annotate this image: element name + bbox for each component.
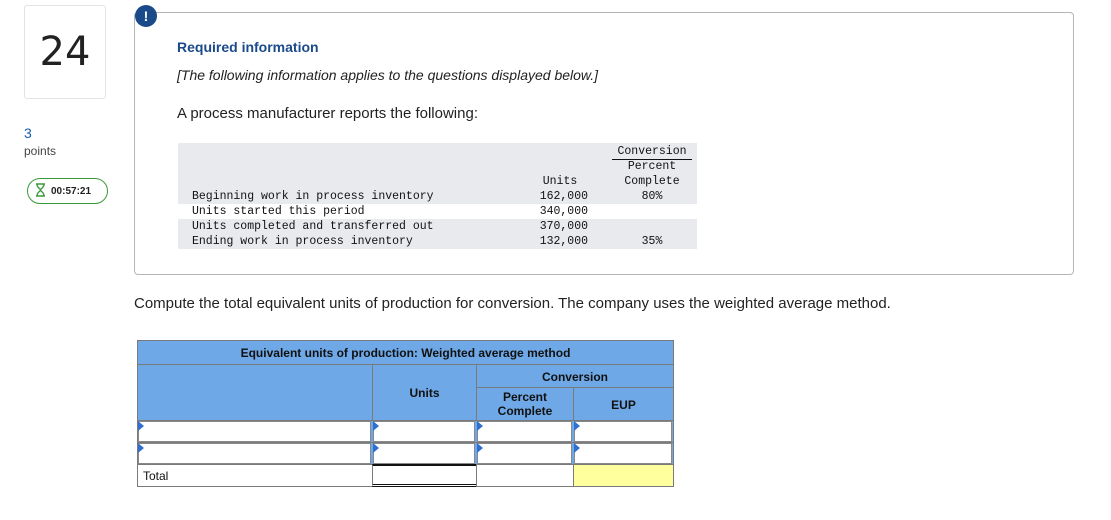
hourglass-icon [35, 183, 46, 200]
points-label: points [24, 144, 57, 158]
timer-value: 00:57:21 [51, 185, 92, 197]
eup-input[interactable] [574, 421, 672, 442]
answer-header-eup: EUP [611, 398, 636, 412]
total-label: Total [143, 469, 169, 483]
eup-input[interactable] [574, 443, 672, 464]
dropdown-marker-icon [477, 421, 483, 431]
header-units: Units [542, 175, 578, 188]
dropdown-marker-icon [477, 443, 483, 453]
alert-icon: ! [135, 5, 157, 27]
units-input[interactable] [373, 443, 475, 464]
header-blank-cell [137, 364, 373, 421]
dropdown-marker-icon [373, 443, 379, 453]
dropdown-marker-icon [574, 421, 580, 431]
header-complete: Complete [624, 175, 680, 188]
total-eup-input[interactable] [573, 464, 674, 487]
row-label: Beginning work in process inventory [192, 190, 434, 203]
dropdown-marker-icon [138, 421, 144, 431]
answer-header-units: Units [409, 386, 440, 400]
percent-input[interactable] [477, 443, 572, 464]
units-input[interactable] [373, 421, 475, 442]
dropdown-marker-icon [373, 421, 379, 431]
question-prompt: Compute the total equivalent units of production for conversion. The company uses the weighted average method. [134, 295, 891, 312]
row-label: Ending work in process inventory [192, 235, 413, 248]
required-info-note: [The following information applies to the questions displayed below.] [177, 67, 599, 83]
row-units: 162,000 [539, 190, 588, 203]
row-label: Units completed and transferred out [192, 220, 434, 233]
total-units-input[interactable] [372, 464, 477, 487]
row-label-select[interactable] [138, 443, 371, 464]
row-label: Units started this period [192, 205, 365, 218]
header-percent: Percent [627, 160, 677, 173]
total-percent-cell [476, 464, 574, 487]
timer [27, 178, 108, 204]
row-percent: 80% [641, 190, 663, 203]
header-conversion: Conversion [612, 144, 692, 160]
answer-header-percent: Percent Complete [497, 390, 553, 418]
question-number: 24 [24, 5, 106, 99]
points-value: 3 [24, 125, 32, 141]
dropdown-marker-icon [138, 443, 144, 453]
row-units: 340,000 [539, 205, 588, 218]
answer-header-conversion: Conversion [541, 370, 608, 384]
row-label-select[interactable] [138, 421, 371, 442]
required-info-title: Required information [177, 39, 319, 55]
row-units: 370,000 [539, 220, 588, 233]
percent-input[interactable] [477, 421, 572, 442]
process-data-table [178, 143, 697, 249]
row-percent: 35% [641, 235, 663, 248]
answer-title: Equivalent units of production: Weighted average method [240, 346, 571, 360]
required-info-intro: A process manufacturer reports the following: [177, 105, 478, 122]
row-units: 132,000 [539, 235, 588, 248]
total-label-cell [137, 464, 373, 487]
dropdown-marker-icon [574, 443, 580, 453]
answer-table [137, 340, 674, 487]
